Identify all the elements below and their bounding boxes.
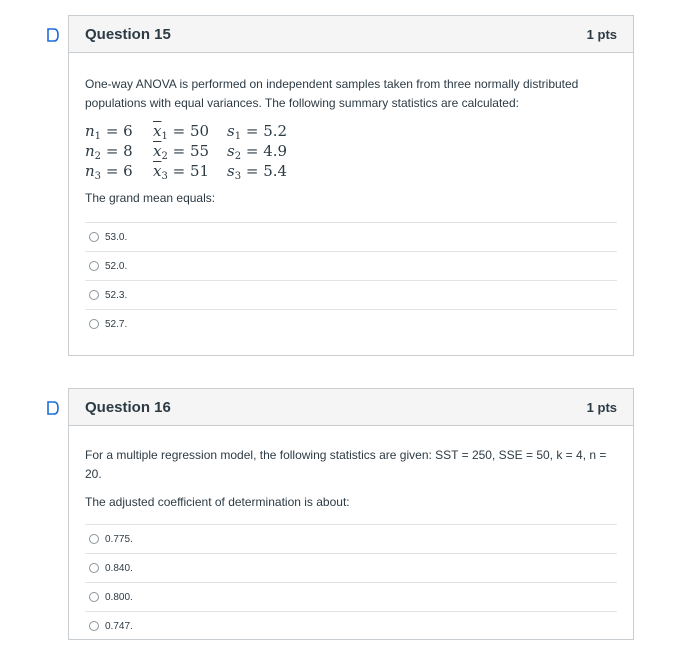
answer-label: 0.840. bbox=[105, 562, 133, 574]
question-points: 1 pts bbox=[586, 26, 617, 42]
question-points: 1 pts bbox=[586, 399, 617, 415]
answer-option[interactable] bbox=[85, 611, 617, 640]
radio-button[interactable] bbox=[89, 290, 99, 300]
answer-option[interactable] bbox=[85, 222, 617, 251]
radio-button[interactable] bbox=[89, 534, 99, 544]
stats-row: $n_2 = 8$ $\overline{x}_2 = 55$ $s_2 = 4.9$ bbox=[85, 142, 288, 162]
radio-button[interactable] bbox=[89, 261, 99, 271]
answer-option[interactable] bbox=[85, 309, 617, 338]
answer-list bbox=[85, 524, 617, 640]
stats-row: $n_3 = 6$ $\overline{x}_3 = 51$ $s_3 = 5.4$ bbox=[85, 162, 288, 182]
answer-option[interactable] bbox=[85, 582, 617, 611]
radio-button[interactable] bbox=[89, 232, 99, 242]
stats-row: $n_1 = 6$ $\overline{x}_1 = 50$ $s_1 = 5.2$ bbox=[85, 122, 288, 142]
question-header bbox=[69, 389, 633, 426]
answer-label: 53.0. bbox=[105, 231, 128, 243]
question-text: One-way ANOVA is performed on independent samples taken from three normally distributed populations with equal variances. The following summary statistics are calculated: bbox=[85, 77, 579, 110]
question-prompt: The adjusted coefficient of determination is about: bbox=[85, 495, 350, 509]
radio-button[interactable] bbox=[89, 563, 99, 573]
answer-label: 52.0. bbox=[105, 260, 128, 272]
question-card bbox=[68, 388, 634, 640]
question-text: For a multiple regression model, the following statistics are given: SST = 250, SSE = 50, k = 4, n = 20. bbox=[85, 448, 607, 481]
question-card bbox=[68, 15, 634, 356]
answer-option[interactable] bbox=[85, 251, 617, 280]
answer-label: 52.7. bbox=[105, 318, 128, 330]
answer-option[interactable] bbox=[85, 524, 617, 553]
answer-list bbox=[85, 222, 617, 338]
flag-question-icon[interactable] bbox=[44, 399, 62, 417]
answer-option[interactable] bbox=[85, 280, 617, 309]
answer-label: 0.747. bbox=[105, 620, 133, 632]
answer-label: 0.800. bbox=[105, 591, 133, 603]
answer-label: 52.3. bbox=[105, 289, 128, 301]
question-title: Question 15 bbox=[85, 25, 171, 43]
summary-statistics bbox=[85, 121, 617, 181]
answer-label: 0.775. bbox=[105, 533, 133, 545]
radio-button[interactable] bbox=[89, 621, 99, 631]
answer-option[interactable] bbox=[85, 553, 617, 582]
radio-button[interactable] bbox=[89, 319, 99, 329]
question-header bbox=[69, 16, 633, 53]
question-body bbox=[69, 53, 633, 348]
radio-button[interactable] bbox=[89, 592, 99, 602]
flag-question-icon[interactable] bbox=[44, 26, 62, 44]
question-body bbox=[69, 426, 633, 650]
question-prompt: The grand mean equals: bbox=[85, 191, 216, 205]
question-title: Question 16 bbox=[85, 398, 171, 416]
